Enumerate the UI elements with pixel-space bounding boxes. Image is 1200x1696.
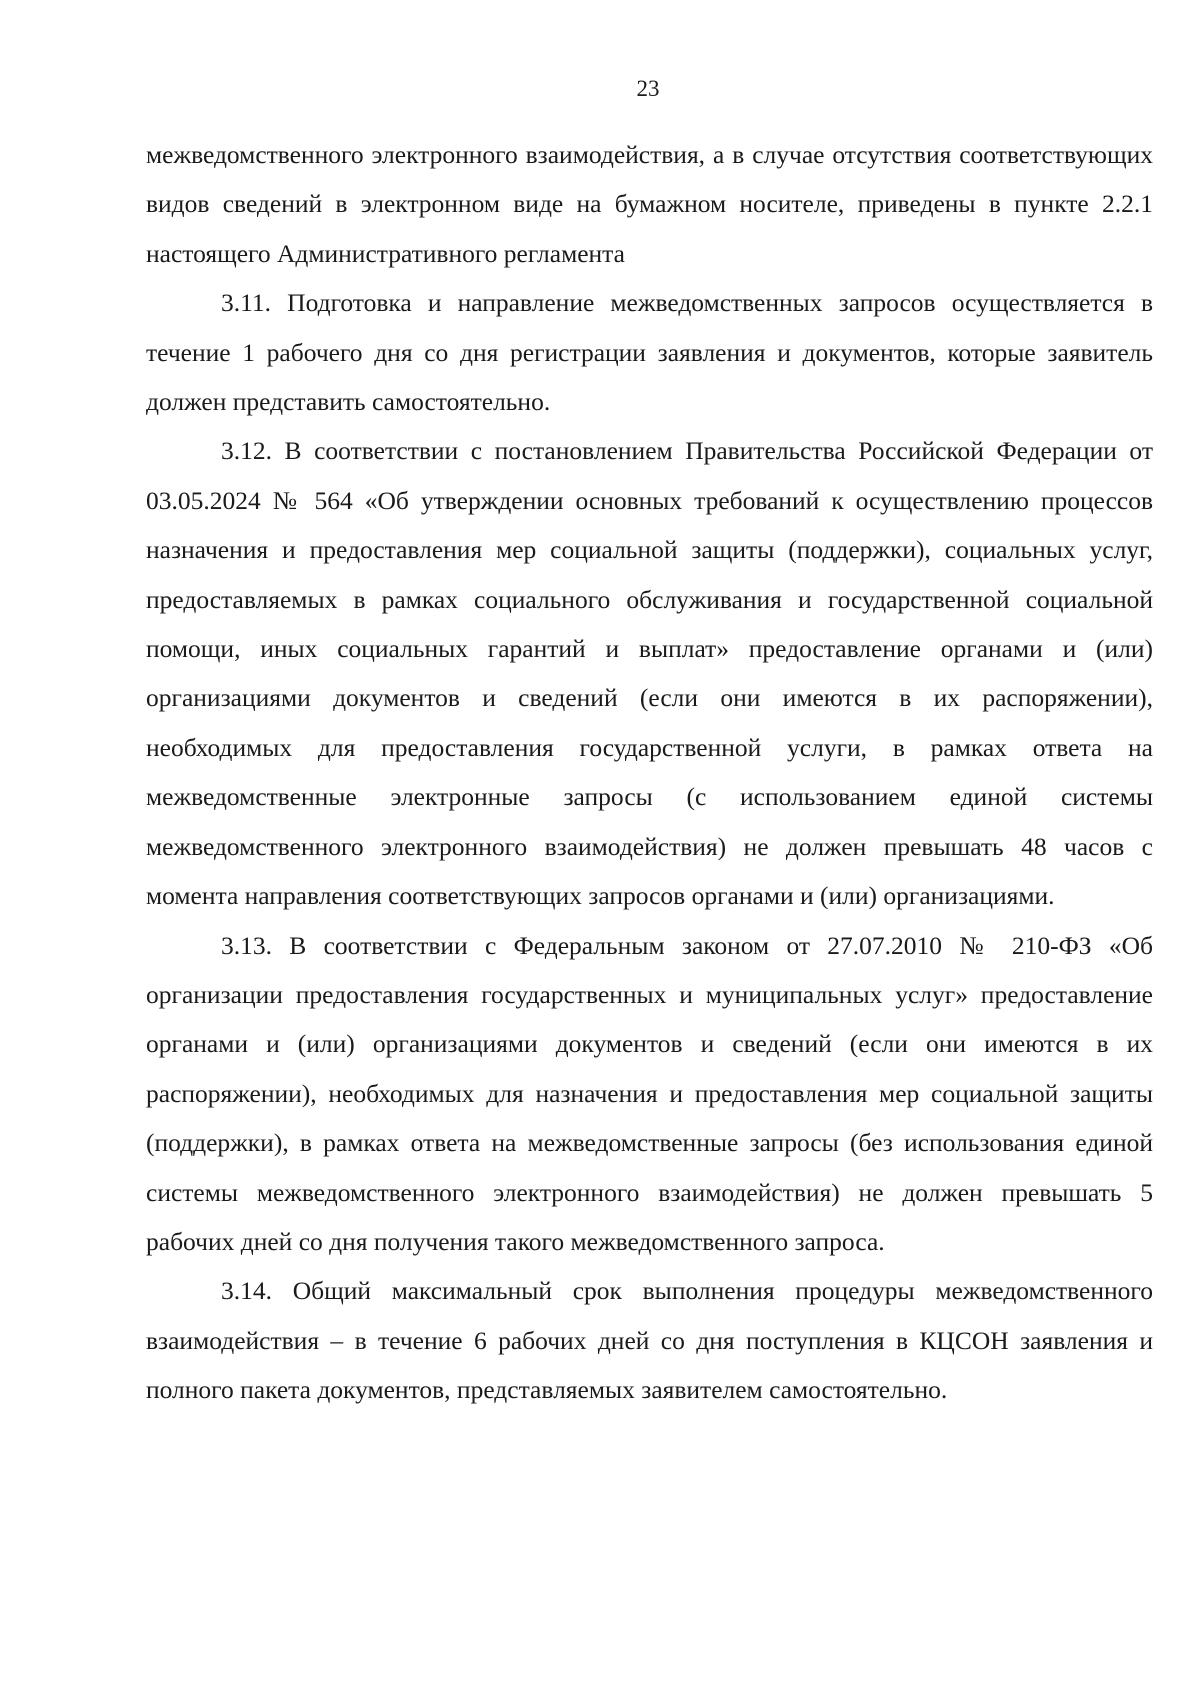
body-text (146, 130, 1153, 1415)
paragraph-3-11: 3.11. Подготовка и направление межведомственных запросов осуществляется в течение 1 рабочего дня со дня регистрации заявления и документов, которые заявитель должен представить самостоятельно. (146, 288, 1153, 417)
paragraph-3-13: 3.13. В соответствии с Федеральным законом от 27.07.2010 № 210-ФЗ «Об организации предоставления государственных и муниципальных услуг» предоставление органами и (или) организациями документов и сведений (если они имеются в их распоряжении), необходимых для назначения и предоставления мер социальной защиты (поддержки), в рамках ответа на межведомственные запросы (без использования единой системы межведомственного электронного взаимодействия) не должен превышать 5 рабочих дней со дня получения такого межведомственного запроса. (146, 930, 1153, 1256)
paragraph-3-12: 3.12. В соответствии с постановлением Правительства Российской Федерации от 03.05.2024 № 564 «Об утверждении основных требований к осуществлению процессов назначения и предоставления мер социальной защиты (поддержки), социальных услуг, предоставляемых в рамках социального обслуживания и государственной социальной помощи, иных социальных гарантий и выплат» предоставление органами и (или) организациями документов и сведений (если они имеются в их распоряжении), необходимых для предоставления государственной услуги, в рамках ответа на межведомственные электронные запросы (с использованием единой системы межведомственного электронного взаимодействия) не должен превышать 48 часов с момента направления соответствующих запросов органами и (или) организациями. (146, 436, 1153, 911)
page-number: 23 (636, 76, 660, 101)
paragraph-continuation: межведомственного электронного взаимодействия, а в случае отсутствия соответствующих видов сведений в электронном виде на бумажном носителе, приведены в пункте 2.2.1 настоящего Административного регламента (146, 140, 1153, 268)
paragraph-3-14: 3.14. Общий максимальный срок выполнения процедуры межведомственного взаимодействия – в течение 6 рабочих дней со дня поступления в КЦСОН заявления и полного пакета документов, представляемых заявителем самостоятельно. (146, 1276, 1153, 1405)
